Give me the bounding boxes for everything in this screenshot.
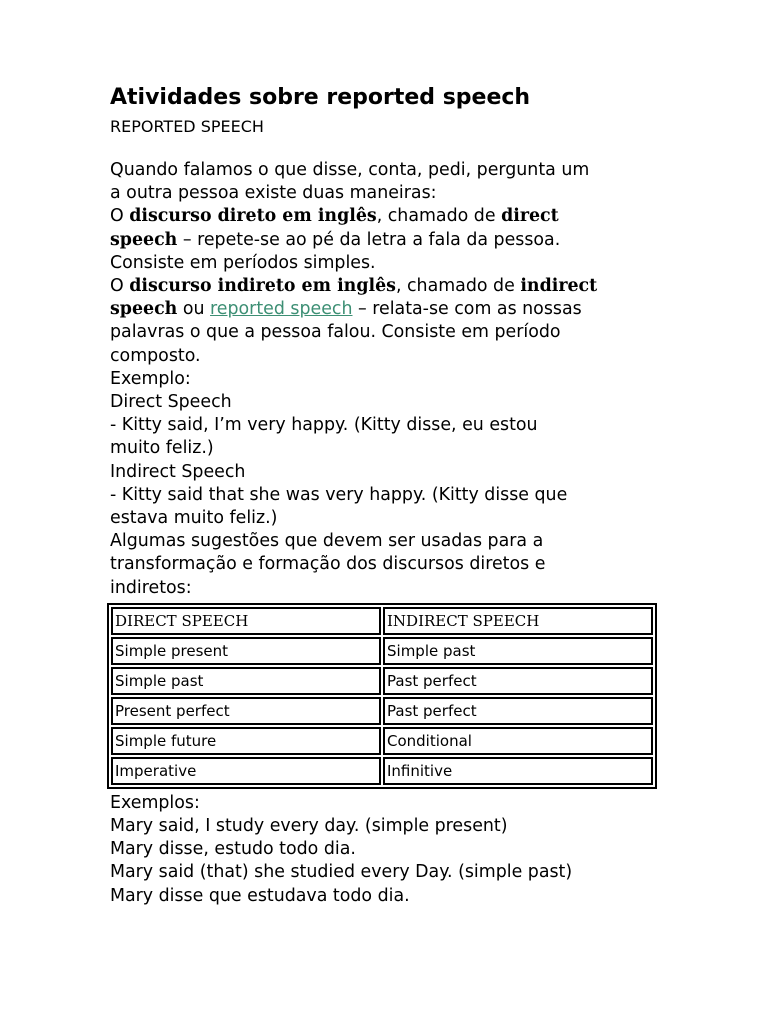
direct-rest: – repete-se ao pé da letra a fala da pessoa. — [177, 229, 561, 250]
indirect-example-line-1: - Kitty said that she was very happy. (Kitty disse que — [110, 484, 568, 505]
table-row — [111, 757, 653, 785]
table-cell: Past perfect — [383, 697, 653, 725]
table-header-row — [111, 607, 653, 635]
examples-line-1: Mary said, I study every day. (simple present) — [110, 816, 508, 837]
intro-line-2: a outra pessoa existe duas maneiras: — [110, 183, 437, 204]
direct-speech-label: Direct Speech — [110, 392, 232, 413]
examples-line-4: Mary disse que estudava todo dia. — [110, 885, 410, 906]
examples-line-2: Mary disse, estudo todo dia. — [110, 839, 356, 860]
table-cell: Simple future — [111, 727, 381, 755]
direct-definition-line-2 — [110, 229, 670, 252]
table-cell: Infinitive — [383, 757, 653, 785]
intro-line-1: Quando falamos o que disse, conta, pedi, pergunta um — [110, 160, 590, 180]
indirect-o: O — [110, 276, 130, 297]
direct-name-b: speech — [110, 229, 178, 250]
indirect-ou: ou — [177, 299, 211, 320]
indirect-name-b: speech — [110, 299, 178, 320]
indirect-definition-line-3: palavras o que a pessoa falou. Consiste em período — [110, 322, 561, 343]
direct-example-line-2: muito feliz.) — [110, 438, 214, 459]
spacer — [110, 137, 670, 159]
indirect-example-line-2: estava muito feliz.) — [110, 508, 278, 529]
table-cell: Past perfect — [383, 667, 653, 695]
examples-label: Exemplos: — [110, 792, 200, 813]
reported-speech-link[interactable]: reported speech — [210, 299, 353, 320]
table-cell: Simple past — [383, 637, 653, 665]
table-cell: Imperative — [111, 757, 381, 785]
indirect-definition-line-1 — [110, 275, 670, 298]
indirect-definition-line-4: composto. — [110, 345, 201, 366]
table-row — [111, 667, 653, 695]
document-page — [110, 84, 670, 908]
direct-mid: , chamado de — [376, 206, 502, 227]
example-label: Exemplo: — [110, 368, 191, 389]
table-cell: Conditional — [383, 727, 653, 755]
speech-conversion-table — [107, 603, 657, 789]
suggestions-line-1: Algumas sugestões que devem ser usadas para a — [110, 531, 544, 552]
direct-term: discurso direto em inglês — [129, 206, 377, 227]
direct-o: O — [110, 206, 130, 227]
indirect-definition-line-2 — [110, 298, 670, 321]
page-title: Atividades sobre reported speech — [110, 85, 531, 110]
table-cell: Present perfect — [111, 697, 381, 725]
table-row — [111, 727, 653, 755]
table-row — [111, 637, 653, 665]
table-row — [111, 697, 653, 725]
indirect-speech-label: Indirect Speech — [110, 461, 246, 482]
suggestions-line-2: transformação e formação dos discursos diretos e — [110, 554, 546, 575]
table-cell: Simple present — [111, 637, 381, 665]
table-cell: Simple past — [111, 667, 381, 695]
page-subtitle: REPORTED SPEECH — [110, 117, 264, 136]
header-direct-speech: DIRECT SPEECH — [111, 607, 381, 635]
direct-name-a: direct — [501, 206, 559, 227]
indirect-term: discurso indireto em inglês — [129, 276, 396, 297]
suggestions-line-3: indiretos: — [110, 577, 192, 598]
direct-definition-line-3: Consiste em períodos simples. — [110, 252, 376, 273]
direct-example-line-1: - Kitty said, I’m very happy. (Kitty disse, eu estou — [110, 415, 538, 436]
indirect-name-a: indirect — [520, 276, 598, 297]
header-indirect-speech: INDIRECT SPEECH — [383, 607, 653, 635]
indirect-rest: – relata-se com as nossas — [352, 299, 582, 320]
direct-definition-line-1 — [110, 205, 670, 228]
examples-line-3: Mary said (that) she studied every Day. (simple past) — [110, 862, 573, 883]
indirect-mid: , chamado de — [395, 276, 521, 297]
